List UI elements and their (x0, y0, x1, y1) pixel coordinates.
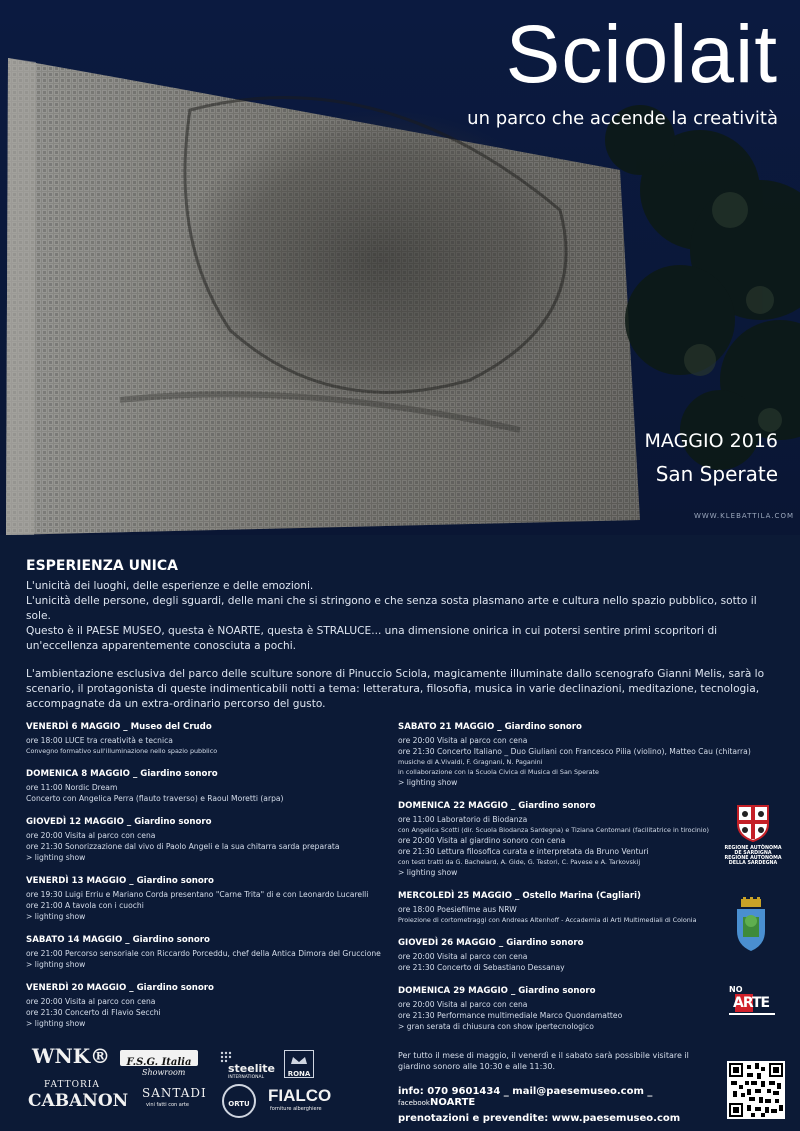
fsg-logo-text: F.S.G. Italia (126, 1057, 192, 1068)
fattoria-text: FATTORIA (44, 1080, 100, 1090)
regione-text: DELLA SARDEGNA (728, 861, 778, 866)
section-title: ESPERIENZA UNICA (26, 558, 179, 574)
event-heading: DOMENICA 29 MAGGIO _ Giardino sonoro (398, 986, 596, 996)
fsg-logo (120, 1050, 198, 1066)
comune-crest-logo (733, 897, 769, 957)
event-item (398, 986, 728, 1032)
event-line: ore 19:30 Luigi Erriu e Mariano Corda presentano "Carne Trita" di e con Leonardo Lucarelli (26, 890, 369, 899)
event-line: ore 11:00 Laboratorio di Biodanza (398, 815, 528, 824)
event-heading: GIOVEDÌ 26 MAGGIO _ Giardino sonoro (398, 938, 584, 948)
event-item (398, 722, 751, 788)
intro-paragraph-2: L'ambientazione esclusiva del parco delle sculture sonore di Pinuccio Sciola, magicamente illuminate dallo scenografo Gianni Melis, sarà lo scenario, il protagonista di queste indimenticabili notti a tema: letteratura, filosofia, musica in varie declinazioni, meditazione, tecnologia, accompagnate da un extra-ordinario percorso del gusto. (26, 668, 765, 710)
event-line: > gran serata di chiusura con show ipertecnologico (398, 1022, 594, 1031)
noarte-bar (729, 1013, 775, 1015)
event-heading: SABATO 21 MAGGIO _ Giardino sonoro (398, 722, 582, 732)
event-item (26, 769, 391, 804)
footer-info (398, 1050, 718, 1124)
event-item (26, 935, 391, 970)
event-line: in collaborazione con la Scuola Civica di Musica di San Sperate (398, 768, 599, 776)
event-heading: VENERDÌ 20 MAGGIO _ Giardino sonoro (26, 983, 214, 993)
event-line: ore 20:00 Visita al parco con cena (26, 997, 156, 1006)
municipal-crest-icon (733, 897, 769, 953)
event-item (398, 938, 728, 973)
wnk-logo: WNK® (32, 1044, 111, 1068)
event-heading: DOMENICA 22 MAGGIO _ Giardino sonoro (398, 801, 596, 811)
event-heading: SABATO 14 MAGGIO _ Giardino sonoro (26, 935, 210, 945)
email-link[interactable]: _ mail@paesemuseo.com _ (503, 1086, 653, 1097)
steelite-text: steelite (228, 1062, 275, 1075)
event-place: San Sperate (655, 462, 778, 486)
event-line: Proiezione di cortometraggi con Andreas Altenhoff - Accademia di Arti Multimediali di Colonia (398, 916, 697, 924)
fialco-sub: forniture alberghiere (270, 1106, 322, 1112)
fialco-logo: FIALCO (268, 1086, 332, 1105)
qr-code-icon (729, 1063, 783, 1117)
event-subtitle: un parco che accende la creatività (467, 108, 778, 129)
event-item (26, 722, 391, 756)
event-line: ore 21:30 Lettura filosofica curata e interpretata da Bruno Venturi (398, 847, 649, 856)
event-line: ore 20:00 Visita al parco con cena (398, 952, 528, 961)
santadi-sub: vini fatti con arte (146, 1102, 189, 1108)
event-heading: GIOVEDÌ 12 MAGGIO _ Giardino sonoro (26, 817, 212, 827)
noarte-no: NO (729, 985, 743, 994)
sardinia-crest-icon (736, 804, 770, 842)
program-right-column (398, 722, 751, 1045)
sponsor-logos (22, 1040, 372, 1120)
rona-text: RONA (287, 1070, 311, 1078)
event-line: ore 21:30 Concerto di Sebastiano Dessanay (398, 963, 565, 972)
regione-sardegna-logo (722, 804, 784, 866)
event-line: > lighting show (26, 1019, 86, 1028)
program-left-column (26, 722, 391, 1042)
event-line: musiche di A.Vivaldi, F. Gragnani, N. Paganini (398, 758, 543, 766)
event-item (26, 876, 391, 922)
event-line: ore 20:00 Visita al giardino sonoro con cena (398, 836, 566, 845)
rona-crown-icon (285, 1054, 313, 1066)
event-heading: MERCOLEDÌ 25 MAGGIO _ Ostello Marina (Cagliari) (398, 891, 641, 901)
event-line: > lighting show (26, 853, 86, 862)
steelite-sub: INTERNATIONAL (228, 1075, 265, 1080)
event-line: ore 21:30 Concerto Italiano _ Duo Giuliani con Francesco Pilia (violino), Matteo Cau (chitarra) (398, 747, 751, 756)
event-line: con Angelica Scotti (dir. Scuola Biodanza Sardegna) e Tiziana Centomani (facilitatrice in tirocinio) (398, 826, 710, 834)
event-line: ore 21:30 Concerto di Flavio Secchi (26, 1008, 161, 1017)
hero-banner (0, 0, 800, 535)
noarte-arte: ARTE (733, 995, 770, 1011)
regione-text: DE SARDIGNA (734, 851, 772, 856)
event-heading: VENERDÌ 13 MAGGIO _ Giardino sonoro (26, 876, 214, 886)
event-heading: DOMENICA 8 MAGGIO _ Giardino sonoro (26, 769, 218, 779)
booking-line[interactable]: prenotazioni e prevendite: www.paesemuseo.com (398, 1113, 681, 1124)
rona-logo (284, 1050, 314, 1078)
event-line: ore 18:00 LUCE tra creatività e tecnica (26, 736, 173, 745)
intro-text (26, 579, 776, 725)
event-heading: VENERDÌ 6 MAGGIO _ Museo del Crudo (26, 722, 212, 732)
intro-paragraph-1: L'unicità dei luoghi, delle esperienze e delle emozioni. L'unicità delle persone, degli sguardi, delle mani che si stringono e che senza sosta plasmano arte e cultura nello spazio pubblico, sotto il sole. Questo è il PAESE MUSEO, questa è NOARTE, questa è STRALUCE... una dimensione onirica in cui potersi sentire primi scopritori di un'eccellenza apparentemente conosciuta a pochi. (26, 580, 757, 652)
event-line: ore 18:00 Poesiefilme aus NRW (398, 905, 517, 914)
event-date: MAGGIO 2016 (644, 430, 778, 452)
event-line: ore 20:00 Visita al parco con cena (26, 831, 156, 840)
event-line: ore 20:00 Visita al parco con cena (398, 1000, 528, 1009)
ortu-logo (222, 1084, 256, 1118)
event-line: > lighting show (26, 960, 86, 969)
cabanon-logo: CABANON (28, 1091, 129, 1111)
contact-line (398, 1086, 718, 1108)
event-line: con testi tratti da G. Bachelard, A. Gide, G. Testori, C. Pavese e A. Tarkovskij (398, 858, 641, 866)
facebook-label: facebook (398, 1099, 430, 1107)
event-line: > lighting show (398, 868, 458, 877)
santadi-logo: SANTADI (142, 1086, 207, 1100)
phone-number[interactable]: info: 070 9601434 (398, 1086, 501, 1097)
event-item (26, 983, 391, 1029)
event-line: ore 21:30 Sonorizzazione dal vivo di Paolo Angeli e la sua chitarra sarda preparata (26, 842, 340, 851)
facebook-link[interactable]: NOARTE (429, 1097, 476, 1108)
event-line: Concerto con Angelica Perra (flauto traverso) e Raoul Moretti (arpa) (26, 794, 284, 803)
event-line: ore 11:00 Nordic Dream (26, 783, 118, 792)
event-item (398, 891, 728, 925)
event-line: ore 21:00 Percorso sensoriale con Riccardo Porceddu, chef della Antica Dimora del Gruccione (26, 949, 381, 958)
regione-text: REGIONE AUTÒNOMA (724, 846, 782, 851)
event-item (26, 817, 391, 863)
event-line: Convegno formativo sull'illuminazione nello spazio pubblico (26, 747, 218, 755)
photo-credit: WWW.KLEBATTILA.COM (693, 512, 794, 520)
visit-note: Per tutto il mese di maggio, il venerdì e il sabato sarà possibile visitare il giardino sonoro alle 10:30 e alle 11:30. (398, 1051, 689, 1071)
ortu-text: ORTU (228, 1100, 250, 1108)
event-line: ore 21:00 A tavola con i cuochi (26, 901, 144, 910)
event-line: > lighting show (398, 778, 458, 787)
event-line: > lighting show (26, 912, 86, 921)
event-item (398, 801, 728, 878)
event-line: ore 21:30 Performance multimediale Marco Quondamatteo (398, 1011, 623, 1020)
qr-code[interactable] (727, 1061, 785, 1119)
event-title: Sciolait (505, 9, 778, 100)
regione-text: REGIONE AUTONOMA (724, 856, 782, 861)
event-line: ore 20:00 Visita al parco con cena (398, 736, 528, 745)
fsg-logo-sub: Showroom (142, 1068, 186, 1077)
noarte-logo (729, 985, 777, 1017)
